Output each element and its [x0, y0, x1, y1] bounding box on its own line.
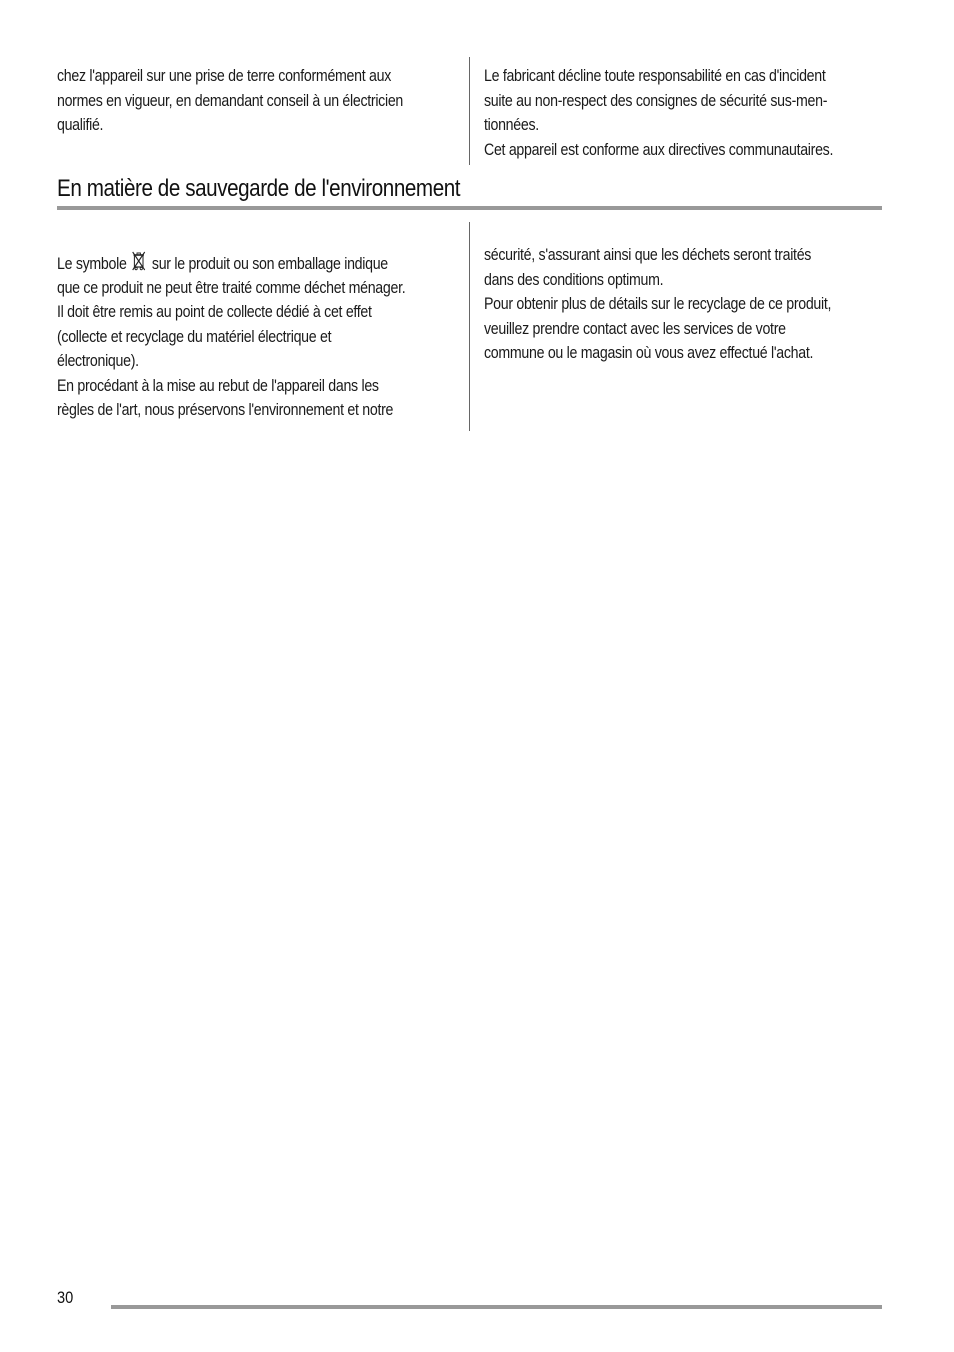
- text-line: dans des conditions optimum.: [484, 270, 664, 289]
- text-fragment: sur le produit ou son emballage indique: [151, 255, 388, 273]
- text-line-with-symbol: [57, 251, 405, 276]
- footer-rule: [111, 1305, 882, 1309]
- crossed-out-wheelie-bin-icon: [132, 251, 146, 271]
- text-line: veuillez prendre contact avec les services de votre: [484, 319, 786, 338]
- top-right-column: [484, 64, 833, 162]
- text-line: tionnées.: [484, 116, 539, 134]
- section-heading: En matière de sauvegarde de l'environnement: [57, 175, 461, 202]
- text-line: Il doit être remis au point de collecte dédié à cet effet: [57, 303, 372, 321]
- column-divider: [469, 222, 470, 431]
- text-fragment: Le symbole: [57, 255, 127, 273]
- text-line: règles de l'art, nous préservons l'environnement et notre: [57, 401, 394, 419]
- text-line: sécurité, s'assurant ainsi que les déchets seront traités: [484, 246, 812, 264]
- text-line: suite au non-respect des consignes de sécurité sus-men-: [484, 91, 828, 110]
- text-line: chez l'appareil sur une prise de terre conformément aux: [57, 67, 392, 85]
- text-line: que ce produit ne peut être traité comme déchet ménager.: [57, 278, 406, 297]
- text-line: Cet appareil est conforme aux directives communautaires.: [484, 140, 834, 159]
- section-underline: [57, 206, 882, 210]
- text-line: Pour obtenir plus de détails sur le recyclage de ce produit,: [484, 295, 832, 313]
- page-number: 30: [57, 1288, 74, 1307]
- top-left-column: [57, 64, 403, 138]
- text-line: En procédant à la mise au rebut de l'appareil dans les: [57, 376, 379, 395]
- text-line: Le fabricant décline toute responsabilité en cas d'incident: [484, 67, 826, 85]
- text-line: (collecte et recyclage du matériel électrique et: [57, 327, 332, 346]
- text-line: normes en vigueur, en demandant conseil à un électricien: [57, 91, 404, 110]
- text-line: commune ou le magasin où vous avez effectué l'achat.: [484, 344, 814, 362]
- column-divider: [469, 57, 470, 165]
- text-line: qualifié.: [57, 116, 104, 134]
- section-right-column: [484, 243, 831, 366]
- section-left-column: [57, 251, 405, 423]
- text-line: électronique).: [57, 352, 139, 370]
